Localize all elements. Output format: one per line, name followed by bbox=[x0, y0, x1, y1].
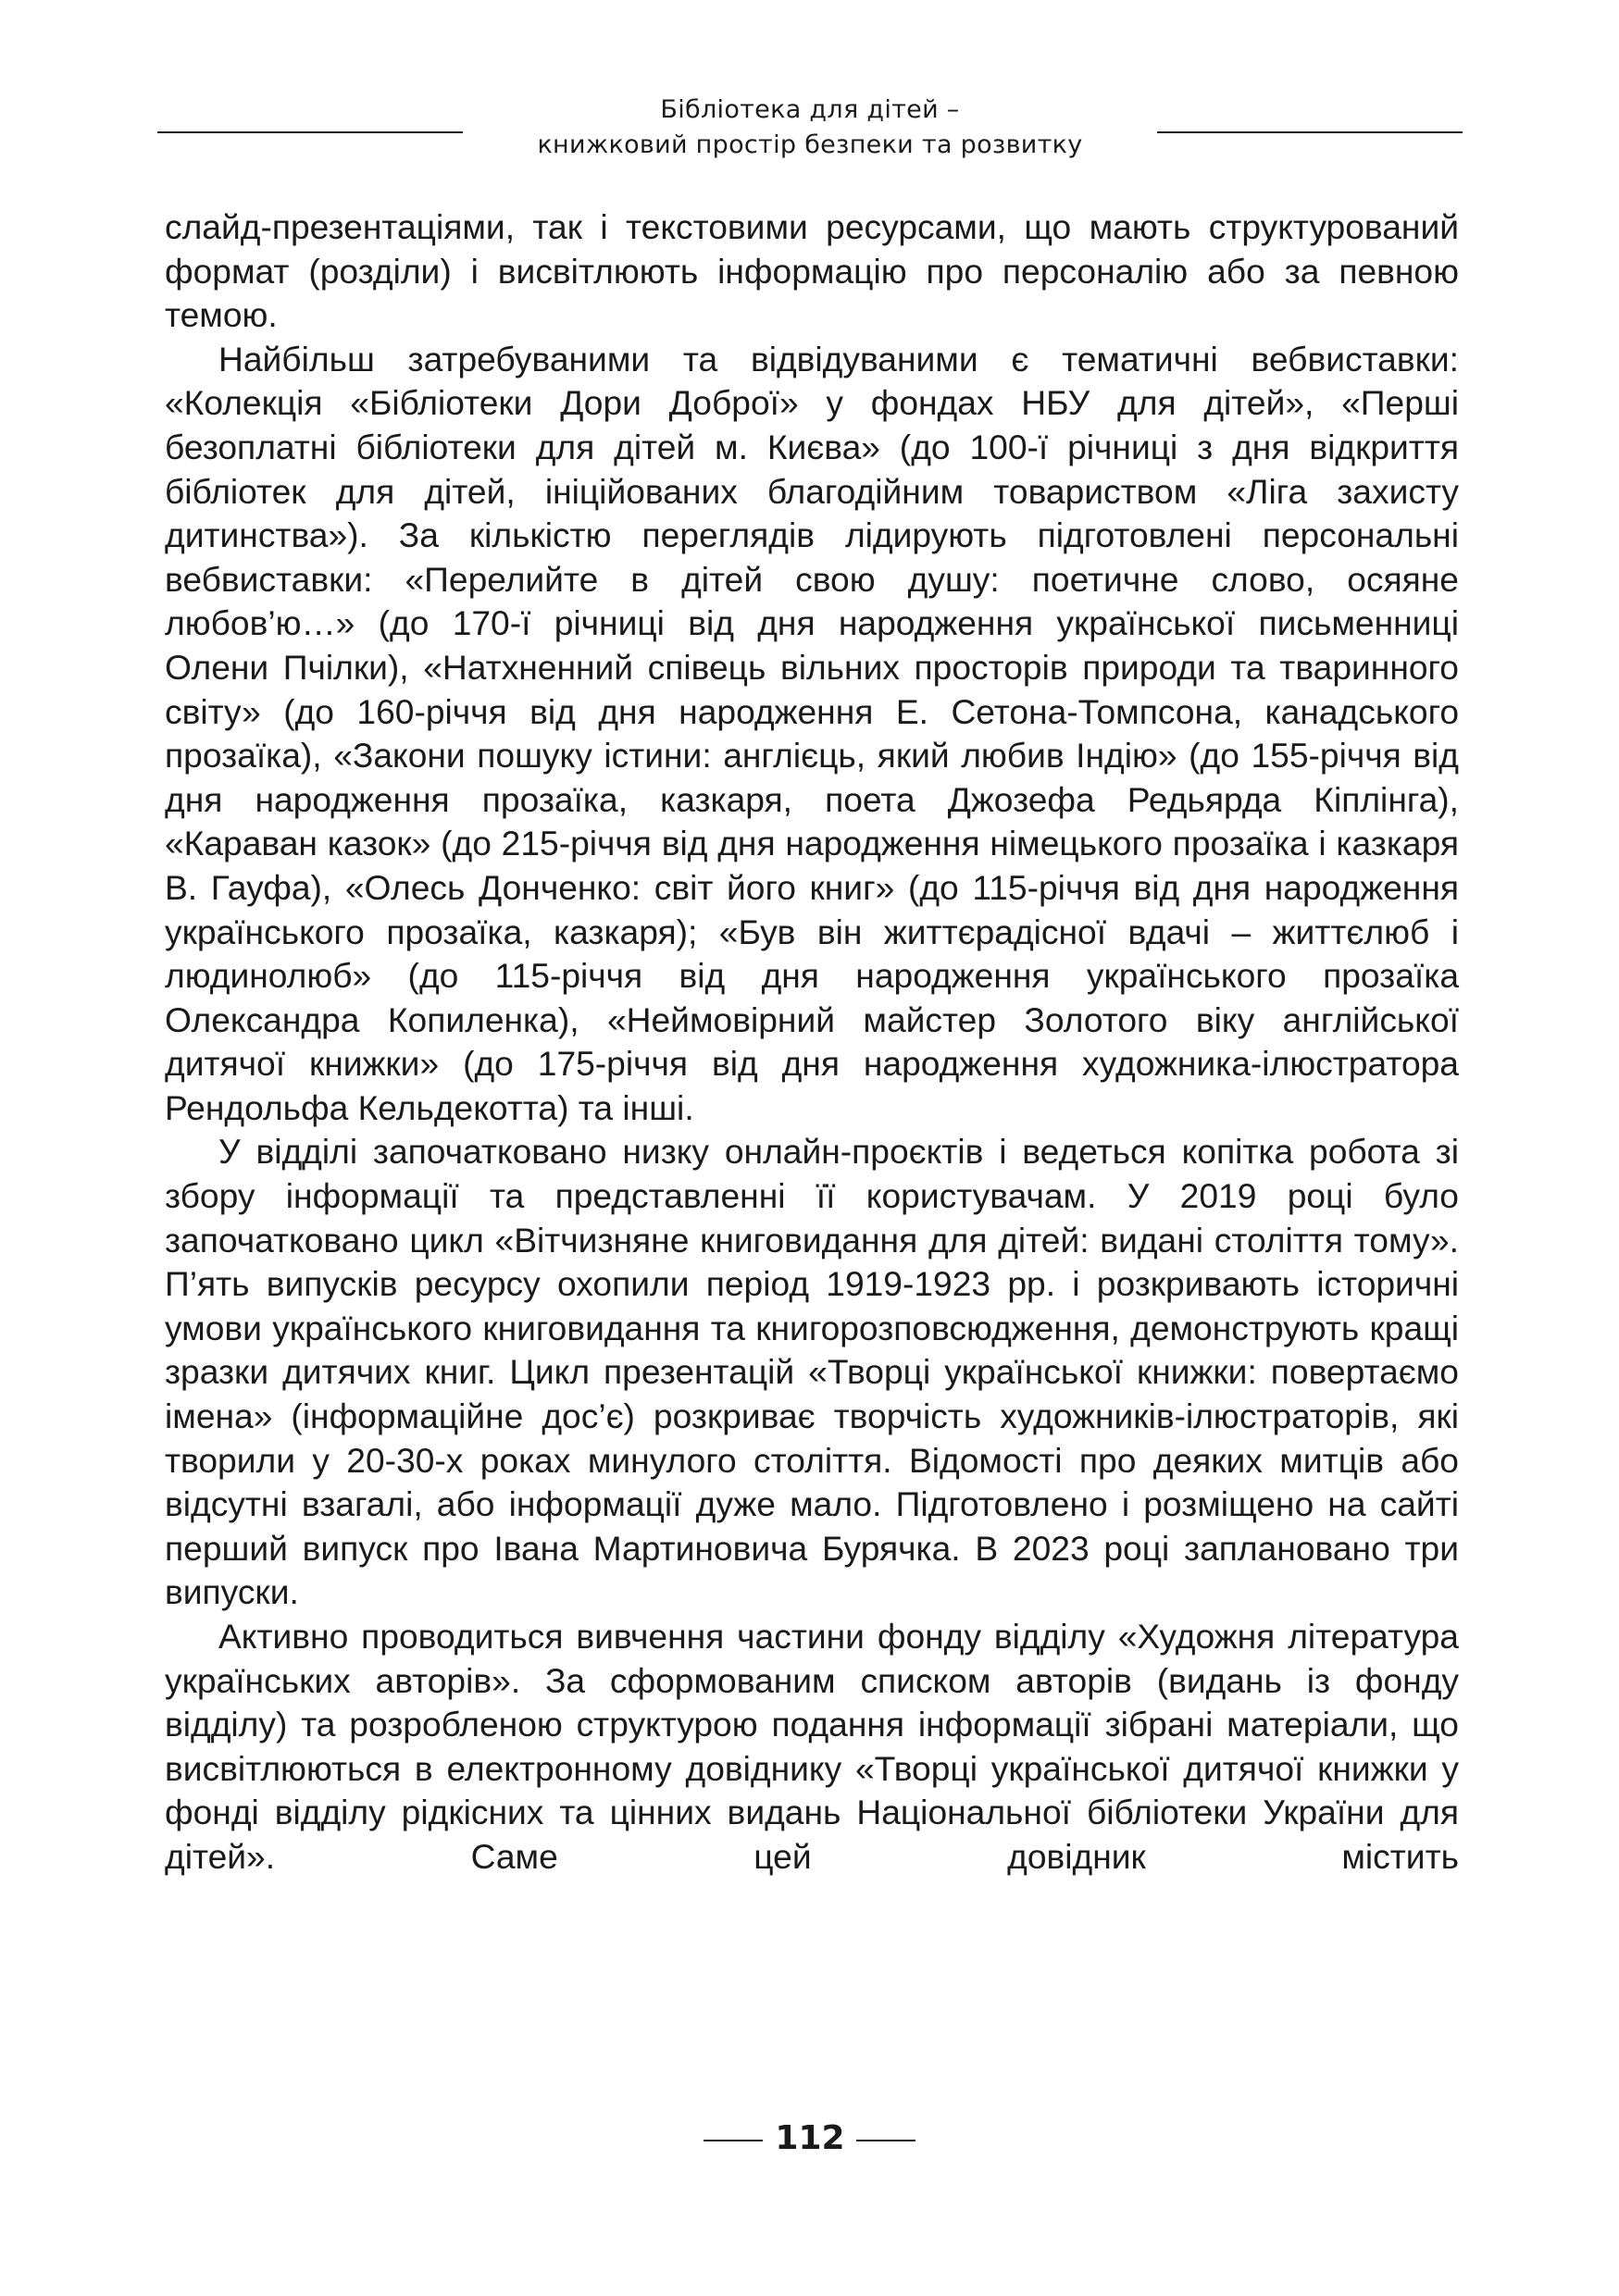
folio-rule-right bbox=[856, 2140, 915, 2141]
page-footer bbox=[0, 2116, 1619, 2162]
paragraph: У відділі започатковано низку онлайн-проєктів і ведеться копітка робота зі збору інформації та представленні її користувачам. У 2019 році було започатковано цикл «Вітчизняне книговидання для дітей: видані століття тому». П’ять випусків ресурсу охопили період 1919-1923 рр. і розкривають історичні умови українського книговидання та книгорозповсюдження, демонструють кращі зразки дитячих книг. Цикл презентацій «Творці української книжки: повертаємо імена» (інформаційне дос’є) розкриває творчість художників-ілюстраторів, які творили у 20-30-х роках минулого століття. Відомості про деяких митців або відсутні взагалі, або інформації дуже мало. Підготовлено і розміщено на сайті перший випуск про Івана Мартиновича Бурячка. В 2023 році заплановано три випуски. bbox=[165, 1132, 1459, 1612]
paragraph: Найбільш затребуваними та відвідуваними є тематичні вебвиставки: «Колекція «Бібліотеки Дори Доброї» у фондах НБУ для дітей», «Перші безоплатні бібліотеки для дітей м. Києва» (до 100-ї річниці з дня відкриття бібліотек для дітей, ініційованих благодійним товариством «Ліга захисту дитинства»). За кількістю переглядів лідирують підготовлені персональні вебвиставки: «Перелийте в дітей свою душу: поетичне слово, осяяне любов’ю…» (до 170-ї річниці від дня народження української письменниці Олени Пчілки), «Натхненний співець вільних просторів природи та тваринного світу» (до 160-річчя від дня народження Е. Сетона-Томпсона, канадського прозаїка), «Закони пошуку істини: англієць, який любив Індію» (до 155-річчя від дня народження прозаїка, казкаря, поета Джозефа Редьярда Кіплінга), «Караван казок» (до 215-річчя від дня народження німецького прозаїка і казкаря В. Гауфа), «Олесь Донченко: світ його книг» (до 115-річчя від дня народження українського прозаїка, казкаря); «Був він життєрадісної вдачі – життєлюб і людинолюб» (до 115-річчя від дня народження українського прозаїка Олександра Копиленка), «Неймовірний майстер Золотого віку англійської дитячої книжки» (до 175-річчя від дня народження художника-ілюстратора Рендольфа Кельдекотта) та інші. bbox=[165, 339, 1459, 1127]
running-header-line-2: книжковий простір безпеки та розвитку bbox=[537, 130, 1083, 159]
page-number: 112 bbox=[775, 2119, 845, 2157]
header-rule-left bbox=[157, 131, 463, 133]
running-header-title bbox=[472, 93, 1148, 163]
running-header-line-1: Бібліотека для дітей – bbox=[660, 95, 960, 124]
running-header bbox=[157, 93, 1463, 167]
header-rule-right bbox=[1157, 131, 1463, 133]
paragraph-continuation: слайд-презентаціями, так і текстовими ресурсами, що мають структурований формат (розділи) і висвітлюють інформацію про персоналію або за певною темою. bbox=[165, 207, 1459, 335]
paragraph: Активно проводиться вивчення частини фонду відділу «Художня література українських авторів». За сформованим списком авторів (видань із фонду відділу) та розробленою структурою подання інформації зібрані матеріали, що висвітлюються в електронному довіднику «Творці української дитячої книжки у фонді відділу рідкісних та цінних видань Національної бібліотеки України для дітей». Саме цей довідник містить bbox=[165, 1617, 1459, 1876]
body-text bbox=[165, 205, 1459, 1880]
folio-rule-left bbox=[704, 2140, 763, 2141]
